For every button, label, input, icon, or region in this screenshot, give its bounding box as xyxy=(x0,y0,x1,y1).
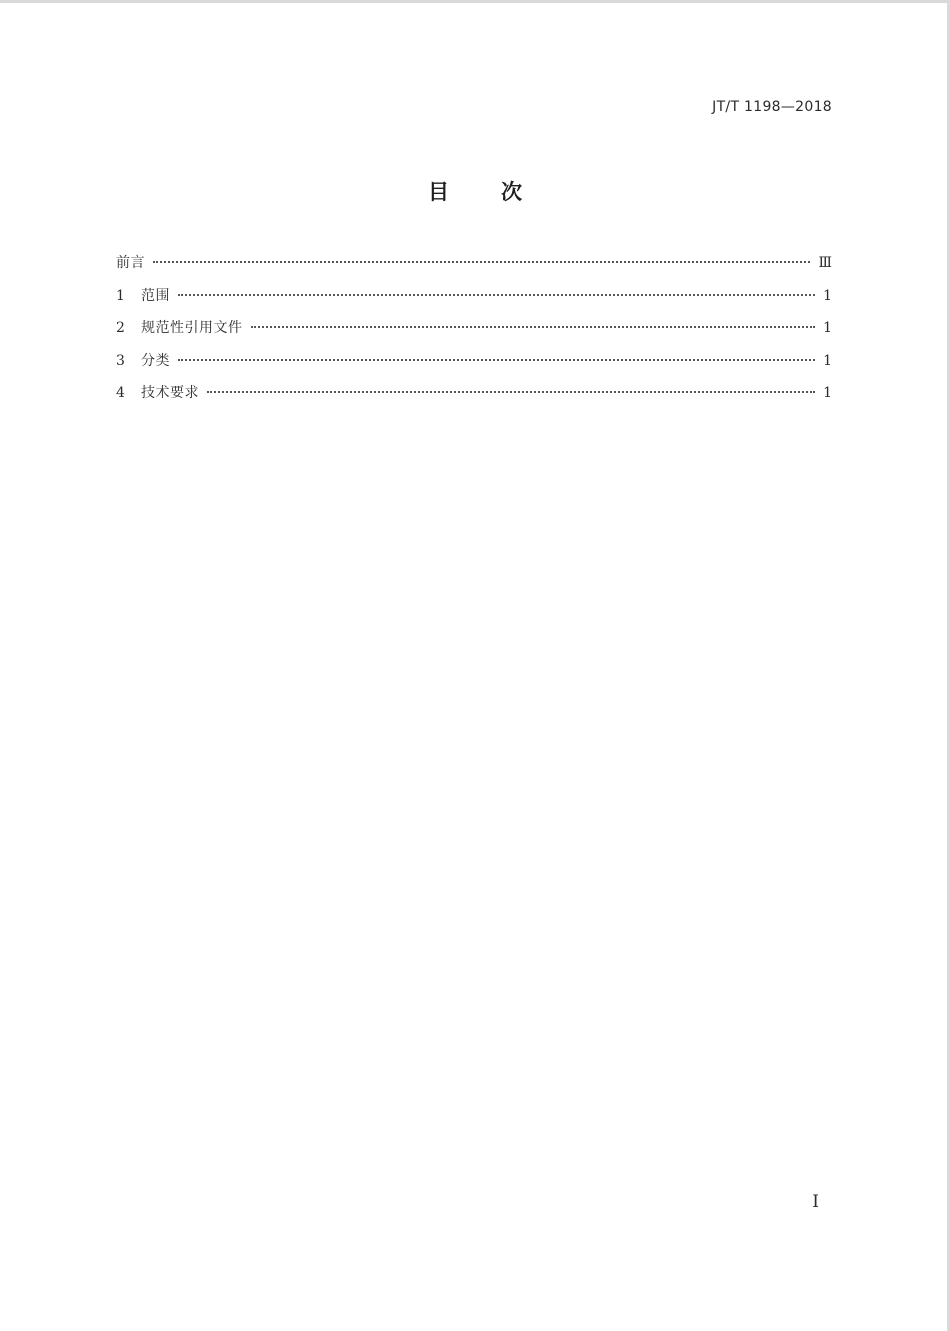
toc-dot-leader xyxy=(207,391,815,393)
toc-entry-technical-requirements[interactable] xyxy=(116,382,832,415)
toc-entry-page: 1 xyxy=(823,385,832,401)
toc-entry-scope[interactable] xyxy=(116,285,832,318)
toc-title-char-1: 目 xyxy=(428,180,449,204)
toc-dot-leader xyxy=(153,261,810,263)
toc-dot-leader xyxy=(251,326,816,328)
toc-entry-label: 规范性引用文件 xyxy=(141,320,243,336)
toc-title xyxy=(0,176,950,206)
toc-entry-page: Ⅲ xyxy=(818,255,832,271)
toc-entry-number: 2 xyxy=(116,320,125,336)
toc-entry-number: 3 xyxy=(116,352,125,369)
toc-entry-label: 前言 xyxy=(116,255,145,271)
toc-list xyxy=(116,252,832,415)
toc-entry-label: 技术要求 xyxy=(141,385,199,401)
toc-entry-page: 1 xyxy=(823,352,832,369)
toc-entry-normative-references[interactable] xyxy=(116,317,832,350)
toc-entry-number: 4 xyxy=(116,385,125,401)
toc-entry-foreword[interactable] xyxy=(116,252,832,285)
toc-entry-classification[interactable] xyxy=(116,350,832,383)
toc-entry-page: 1 xyxy=(823,287,832,304)
page-number: I xyxy=(812,1192,819,1212)
toc-entry-page: 1 xyxy=(823,320,832,336)
page-edge-top xyxy=(0,0,950,3)
toc-entry-label: 范围 xyxy=(141,287,170,304)
toc-dot-leader xyxy=(178,359,815,361)
toc-entry-label: 分类 xyxy=(141,352,170,369)
toc-title-char-2: 次 xyxy=(501,180,522,204)
standard-code: JT/T 1198—2018 xyxy=(712,99,832,115)
toc-dot-leader xyxy=(178,294,815,296)
toc-entry-number: 1 xyxy=(116,287,125,304)
